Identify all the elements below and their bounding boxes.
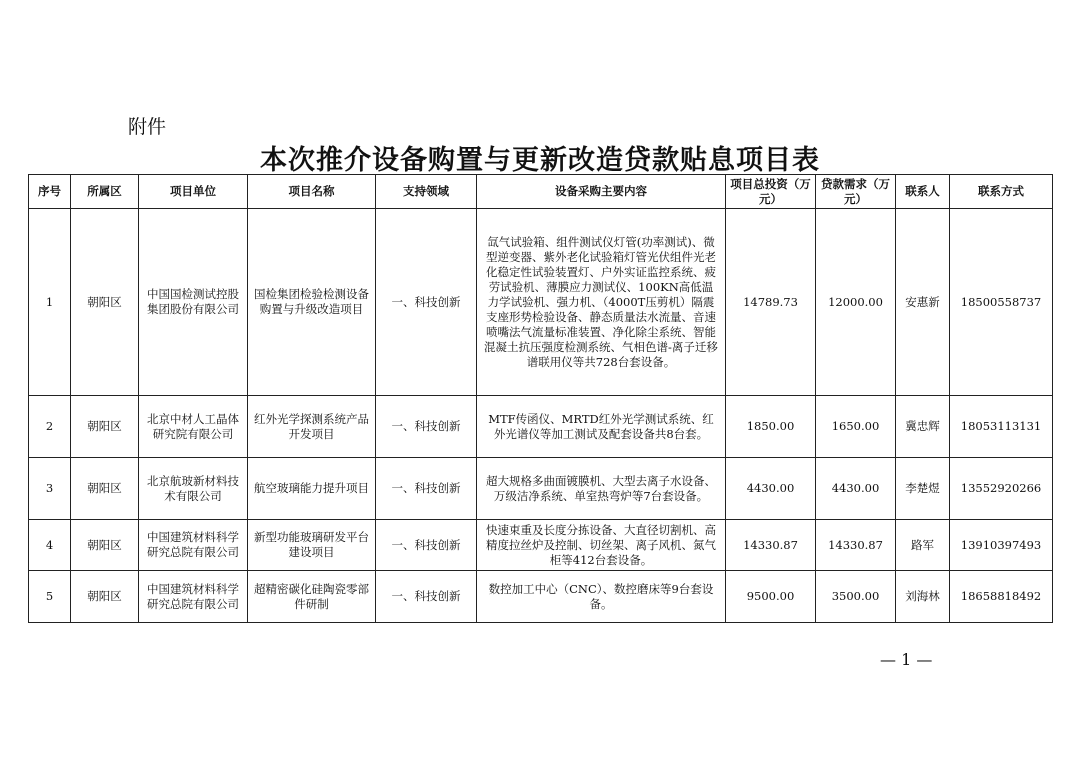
cell-district: 朝阳区 — [71, 209, 139, 396]
header-contact: 联系人 — [896, 175, 950, 209]
project-table — [28, 174, 1053, 623]
cell-phone: 13552920266 — [950, 458, 1053, 520]
header-name: 项目名称 — [248, 175, 376, 209]
cell-total: 14330.87 — [726, 520, 816, 571]
cell-district: 朝阳区 — [71, 520, 139, 571]
cell-unit: 中国建筑材料科学研究总院有限公司 — [139, 520, 248, 571]
cell-loan: 12000.00 — [816, 209, 896, 396]
cell-total: 14789.73 — [726, 209, 816, 396]
cell-seq: 5 — [29, 571, 71, 623]
cell-contact: 路军 — [896, 520, 950, 571]
cell-field: 一、科技创新 — [376, 520, 477, 571]
cell-name: 国检集团检验检测设备购置与升级改造项目 — [248, 209, 376, 396]
cell-total: 1850.00 — [726, 396, 816, 458]
cell-loan: 1650.00 — [816, 396, 896, 458]
cell-district: 朝阳区 — [71, 571, 139, 623]
cell-phone: 13910397493 — [950, 520, 1053, 571]
table-header-row — [29, 175, 1053, 209]
cell-contact: 李楚煜 — [896, 458, 950, 520]
cell-unit: 北京航玻新材料技术有限公司 — [139, 458, 248, 520]
header-seq: 序号 — [29, 175, 71, 209]
cell-contact: 冀忠辉 — [896, 396, 950, 458]
header-loan: 贷款需求（万元） — [816, 175, 896, 209]
cell-seq: 3 — [29, 458, 71, 520]
cell-phone: 18658818492 — [950, 571, 1053, 623]
cell-name: 红外光学探测系统产品开发项目 — [248, 396, 376, 458]
cell-seq: 1 — [29, 209, 71, 396]
attachment-label: 附件 — [128, 116, 167, 138]
table-row — [29, 571, 1053, 623]
cell-total: 4430.00 — [726, 458, 816, 520]
header-content: 设备采购主要内容 — [477, 175, 726, 209]
cell-phone: 18053113131 — [950, 396, 1053, 458]
header-field: 支持领域 — [376, 175, 477, 209]
cell-district: 朝阳区 — [71, 458, 139, 520]
cell-unit: 北京中材人工晶体研究院有限公司 — [139, 396, 248, 458]
cell-content: 数控加工中心（CNC）、数控磨床等9台套设备。 — [477, 571, 726, 623]
cell-content: 超大规格多曲面镀膜机、大型去离子水设备、万级洁净系统、单室热弯炉等7台套设备。 — [477, 458, 726, 520]
cell-phone: 18500558737 — [950, 209, 1053, 396]
table-row — [29, 520, 1053, 571]
cell-unit: 中国建筑材料科学研究总院有限公司 — [139, 571, 248, 623]
cell-loan: 3500.00 — [816, 571, 896, 623]
cell-field: 一、科技创新 — [376, 571, 477, 623]
header-phone: 联系方式 — [950, 175, 1053, 209]
cell-unit: 中国国检测试控股集团股份有限公司 — [139, 209, 248, 396]
document-title: 本次推介设备购置与更新改造贷款贴息项目表 — [260, 145, 820, 176]
header-total: 项目总投资（万元） — [726, 175, 816, 209]
table-row — [29, 396, 1053, 458]
table-row — [29, 458, 1053, 520]
cell-field: 一、科技创新 — [376, 396, 477, 458]
cell-loan: 4430.00 — [816, 458, 896, 520]
cell-contact: 安惠新 — [896, 209, 950, 396]
header-unit: 项目单位 — [139, 175, 248, 209]
cell-contact: 刘海林 — [896, 571, 950, 623]
cell-seq: 2 — [29, 396, 71, 458]
cell-field: 一、科技创新 — [376, 209, 477, 396]
cell-seq: 4 — [29, 520, 71, 571]
cell-loan: 14330.87 — [816, 520, 896, 571]
table-row — [29, 209, 1053, 396]
cell-name: 航空玻璃能力提升项目 — [248, 458, 376, 520]
header-district: 所属区 — [71, 175, 139, 209]
cell-content: 氙气试验箱、组件测试仪灯管(功率测试)、微型逆变器、紫外老化试验箱灯管光伏组件光老化稳定性试验装置灯、户外实证监控系统、疲劳试验机、薄膜应力测试仪、100KN高低温力学试验机、强力机、（4000T压剪机）隔震支座形势检验设备、静态质量法水流量、音速喷嘴法气流量标准装置、净化除尘系统、智能混凝土抗压强度检测系统、气相色谱-离子迁移谱联用仪等共728台套设备。 — [477, 209, 726, 396]
cell-name: 超精密碳化硅陶瓷零部件研制 — [248, 571, 376, 623]
cell-content: MTF传函仪、MRTD红外光学测试系统、红外光谱仪等加工测试及配套设备共8台套。 — [477, 396, 726, 458]
cell-name: 新型功能玻璃研发平台建设项目 — [248, 520, 376, 571]
page-number: — 1 — — [880, 650, 933, 669]
cell-content: 快速束重及长度分拣设备、大直径切割机、高精度拉丝炉及控制、切丝架、离子风机、氮气柜等412台套设备。 — [477, 520, 726, 571]
cell-field: 一、科技创新 — [376, 458, 477, 520]
cell-district: 朝阳区 — [71, 396, 139, 458]
cell-total: 9500.00 — [726, 571, 816, 623]
